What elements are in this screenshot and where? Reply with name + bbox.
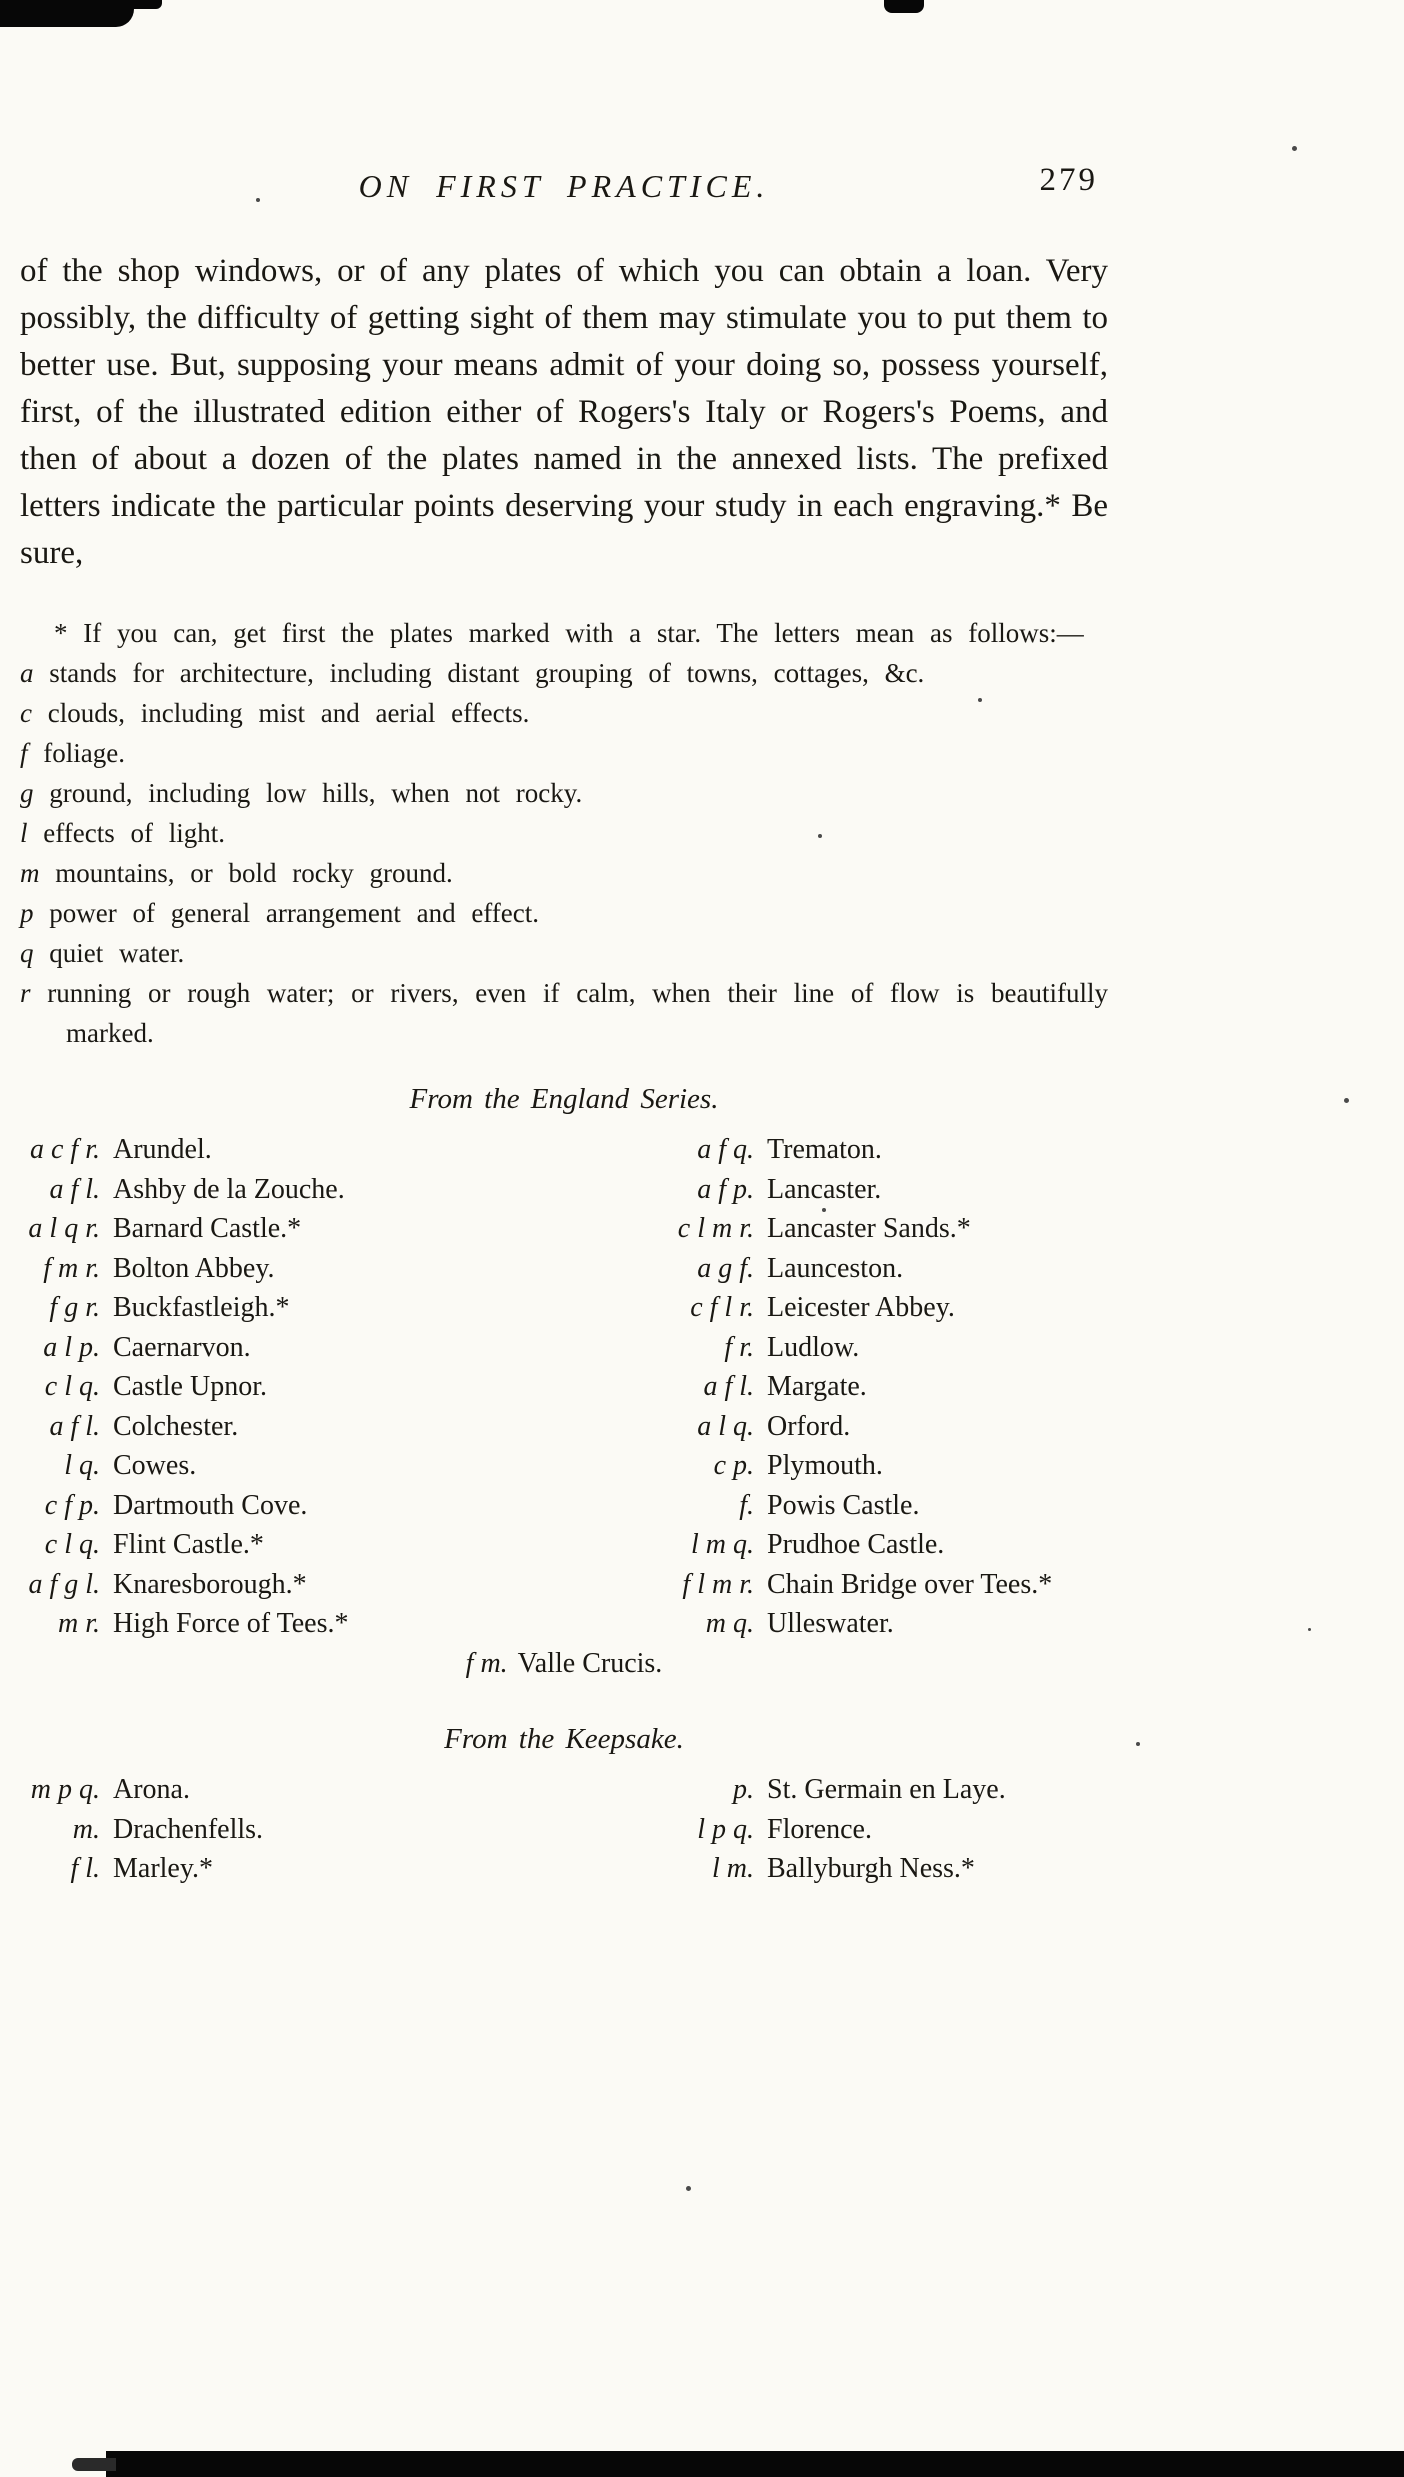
plate-name: Drachenfells.: [113, 1813, 264, 1845]
page-number: 279: [1039, 162, 1098, 198]
body-paragraph: of the shop windows, or of any plates of which you can obtain a loan. Very possibly, the difficulty of getting sight of them may stimulate you to put them to better use. But, supposing your means admit of your doing so, possess yourself, first, of the illustrated edition either of Rogers's Italy or Rogers's Poems, and then of about a dozen of the plates named in the annexed lists. The prefixed letters indicate the particular points deserving your study in each engraving.* Be sure,: [20, 253, 1108, 571]
plate-row: [20, 1770, 564, 1810]
england-plate-list: [20, 1130, 1108, 1644]
plate-name: Ballyburgh Ness.*: [767, 1853, 975, 1884]
plate-code: a f q.: [697, 1134, 754, 1165]
footnote-text: quiet water.: [49, 938, 185, 968]
footnote-item: [20, 813, 1108, 853]
plate-name: Colchester.: [113, 1410, 239, 1442]
plate-name: Barnard Castle.*: [113, 1213, 302, 1244]
plate-code: f.: [739, 1489, 754, 1521]
plate-name: Arundel.: [113, 1134, 212, 1165]
scan-speck: [686, 2186, 691, 2191]
scan-artifact-bottom-bar: [106, 2451, 1404, 2477]
plate-name: Launceston.: [767, 1252, 904, 1284]
footnote-letter: c: [20, 698, 32, 728]
plate-code: l p q.: [697, 1813, 754, 1845]
scan-speck: [822, 1208, 826, 1212]
england-left-column: [20, 1130, 564, 1644]
scan-artifact-top-right: [884, 0, 924, 13]
plate-code: m q.: [705, 1608, 754, 1639]
footnote-text: power of general arrangement and effect.: [49, 898, 540, 928]
plate-row: [564, 1565, 1108, 1605]
plate-name: High Force of Tees.*: [113, 1608, 349, 1639]
plate-code: a g f.: [697, 1252, 754, 1284]
plate-name: Flint Castle.*: [113, 1529, 264, 1560]
footnote-item: [20, 693, 1108, 733]
plate-code: f r.: [724, 1331, 754, 1363]
footnote-item: [20, 853, 1108, 893]
plate-code: a f l.: [49, 1173, 100, 1205]
plate-code: a c f r.: [30, 1134, 100, 1165]
plate-row: [20, 1170, 564, 1210]
footnote-text: mountains, or bold rocky ground.: [55, 858, 453, 888]
plate-name: Dartmouth Cove.: [113, 1489, 308, 1521]
plate-name: Cowes.: [113, 1450, 197, 1481]
plate-name: Chain Bridge over Tees.*: [767, 1568, 1053, 1600]
footnote-item: [20, 653, 1108, 693]
keepsake-plate-list: [20, 1770, 1108, 1889]
plate-name: Arona.: [113, 1774, 190, 1805]
plate-code: c l q.: [44, 1371, 100, 1402]
plate-row: [20, 1525, 564, 1565]
plate-row: [20, 1486, 564, 1526]
footnote-text: foliage.: [43, 738, 125, 768]
plate-row: [564, 1446, 1108, 1486]
footnote-letter: r: [20, 978, 31, 1008]
footnote-letter: l: [20, 818, 28, 848]
footnote-letter: a: [20, 658, 34, 688]
plate-code: c l q.: [44, 1529, 100, 1560]
scan-artifact-top-left-tail: [128, 0, 162, 9]
plate-code: f m.: [465, 1647, 508, 1679]
footnote-block: [20, 613, 1108, 1053]
plate-code: f g r.: [49, 1292, 100, 1323]
plate-code: m.: [72, 1813, 100, 1845]
keepsake-right-column: [564, 1770, 1108, 1889]
footnote-item: [20, 773, 1108, 813]
plate-row: [564, 1810, 1108, 1850]
plate-name: Buckfastleigh.*: [113, 1292, 290, 1323]
plate-code: f l.: [70, 1853, 100, 1884]
plate-row: [20, 1849, 564, 1889]
plate-row: [564, 1486, 1108, 1526]
plate-row: [20, 1604, 564, 1644]
footnote-item: [20, 933, 1108, 973]
footnote-letter: f: [20, 738, 28, 768]
plate-code: a l q.: [697, 1410, 754, 1442]
plate-name: Caernarvon.: [113, 1331, 251, 1363]
plate-name: Plymouth.: [767, 1450, 883, 1481]
plate-row: [564, 1525, 1108, 1565]
footnote-item: [20, 973, 1108, 1053]
keepsake-left-column: [20, 1770, 564, 1889]
scan-artifact-top-left: [0, 0, 134, 27]
plate-name: Margate.: [767, 1371, 867, 1402]
plate-name: Trematon.: [767, 1134, 882, 1165]
plate-name: Ulleswater.: [767, 1608, 894, 1639]
plate-code: a f p.: [697, 1173, 754, 1205]
plate-name: Marley.*: [113, 1853, 214, 1884]
scan-speck: [1308, 1628, 1311, 1631]
plate-code: f l m r.: [682, 1568, 754, 1600]
page-content: [20, 162, 1108, 1889]
plate-row: [20, 1367, 564, 1407]
footnote-text: clouds, including mist and aerial effects.: [47, 698, 530, 728]
plate-row: [564, 1288, 1108, 1328]
plate-code: l m.: [712, 1853, 754, 1884]
page-header: [20, 162, 1108, 220]
plate-code: c l m r.: [677, 1213, 754, 1244]
plate-code: m p q.: [30, 1774, 100, 1805]
plate-code: a f l.: [703, 1371, 754, 1402]
footnote-item: [20, 733, 1108, 773]
england-right-column: [564, 1130, 1108, 1644]
plate-row-center: [20, 1644, 1108, 1684]
plate-name: Lancaster.: [767, 1173, 882, 1205]
plate-name: Valle Crucis.: [517, 1647, 663, 1679]
plate-row: [20, 1565, 564, 1605]
scan-speck: [978, 698, 982, 702]
scan-speck: [256, 198, 260, 202]
footnote-item: [20, 893, 1108, 933]
plate-name: Prudhoe Castle.: [767, 1529, 945, 1560]
plate-code: c p.: [713, 1450, 754, 1481]
plate-name: Lancaster Sands.*: [767, 1213, 971, 1244]
plate-row: [20, 1446, 564, 1486]
plate-row: [20, 1407, 564, 1447]
footnote-intro: * If you can, get first the plates marked with a star. The letters mean as follows:—: [54, 618, 1084, 648]
section-heading-england: From the England Series.: [409, 1083, 719, 1115]
footnote-letter: g: [20, 778, 34, 808]
plate-code: a l q r.: [28, 1213, 100, 1244]
plate-code: l m q.: [691, 1529, 754, 1560]
footnote-text: ground, including low hills, when not rocky.: [49, 778, 583, 808]
plate-row: [564, 1849, 1108, 1889]
plate-code: a f g l.: [28, 1568, 100, 1600]
plate-code: a l p.: [43, 1331, 100, 1363]
footnote-text: stands for architecture, including distant grouping of towns, cottages, &c.: [49, 658, 925, 688]
plate-code: m r.: [57, 1608, 100, 1639]
plate-row: [564, 1170, 1108, 1210]
plate-row: [20, 1288, 564, 1328]
plate-row: [20, 1328, 564, 1368]
footnote-text: effects of light.: [43, 818, 225, 848]
plate-row: [20, 1130, 564, 1170]
plate-code: a f l.: [49, 1410, 100, 1442]
footnote-letter: p: [20, 898, 34, 928]
scan-artifact-bottom-bar-lead: [72, 2458, 116, 2471]
plate-code: l q.: [64, 1450, 100, 1481]
plate-row: [20, 1249, 564, 1289]
plate-row: [564, 1209, 1108, 1249]
plate-name: Leicester Abbey.: [767, 1292, 955, 1323]
plate-row: [564, 1407, 1108, 1447]
plate-code: p.: [733, 1774, 754, 1805]
plate-row: [564, 1249, 1108, 1289]
scan-speck: [1344, 1098, 1349, 1103]
plate-name: Powis Castle.: [767, 1489, 920, 1521]
footnote-letter: m: [20, 858, 40, 888]
section-heading-keepsake: From the Keepsake.: [444, 1723, 684, 1755]
scan-speck: [1292, 146, 1297, 151]
plate-name: Ashby de la Zouche.: [113, 1173, 345, 1205]
plate-code: f m r.: [43, 1252, 100, 1284]
running-header: ON FIRST PRACTICE.: [358, 168, 770, 204]
plate-row: [20, 1209, 564, 1249]
scan-speck: [1136, 1742, 1140, 1746]
plate-row: [564, 1770, 1108, 1810]
plate-name: Bolton Abbey.: [113, 1252, 275, 1284]
plate-row: [564, 1328, 1108, 1368]
plate-name: Ludlow.: [767, 1331, 860, 1363]
scan-speck: [818, 834, 822, 838]
plate-name: Knaresborough.*: [113, 1568, 307, 1600]
plate-code: c f l r.: [690, 1292, 754, 1323]
plate-row: [20, 1810, 564, 1850]
plate-name: Orford.: [767, 1410, 851, 1442]
plate-name: Castle Upnor.: [113, 1371, 267, 1402]
plate-name: St. Germain en Laye.: [767, 1774, 1006, 1805]
plate-row: [564, 1367, 1108, 1407]
plate-row: [564, 1130, 1108, 1170]
footnote-text: running or rough water; or rivers, even if calm, when their line of flow is beautifully marked.: [47, 978, 1108, 1048]
plate-name: Florence.: [767, 1813, 872, 1845]
plate-code: c f p.: [44, 1489, 100, 1521]
plate-row: [564, 1604, 1108, 1644]
footnote-letter: q: [20, 938, 34, 968]
